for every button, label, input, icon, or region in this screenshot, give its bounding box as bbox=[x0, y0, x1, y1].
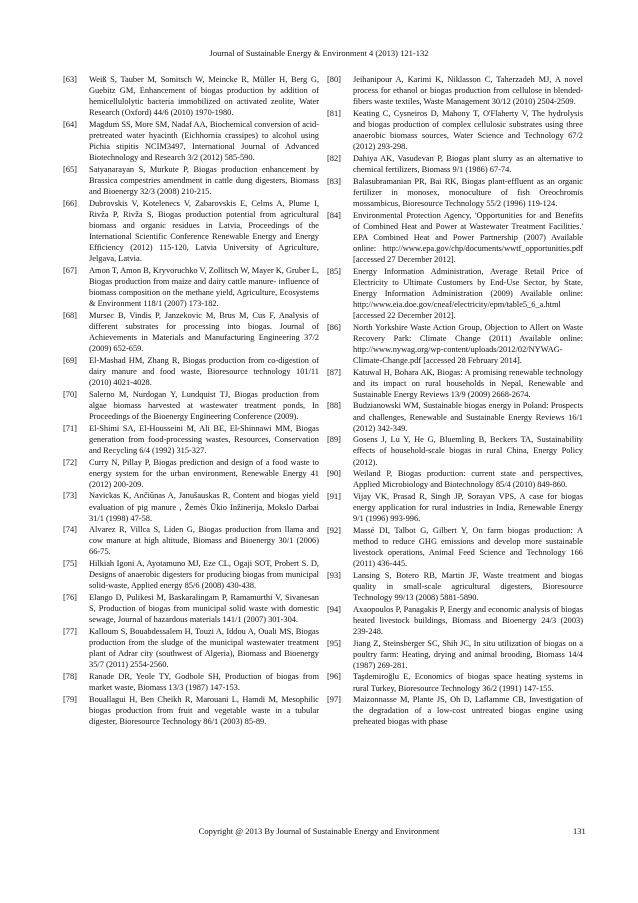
reference-text: Satyanarayan S, Murkute P, Biogas production enhancement by Brassica compestries amendment in cattle dung digesters, Biomass and Bioenergy 32/3 (2008) 210-215. bbox=[89, 164, 319, 197]
reference-item bbox=[63, 119, 319, 163]
reference-text: Navickas K, Ančiūnas A, Janušauskas R, Content and biogas yield evaluation of pig manure , Žemės Ūkio Inžinerija, Mokslo Darbai 31/1 (1998) 47-58. bbox=[89, 491, 319, 523]
reference-item bbox=[63, 265, 319, 309]
reference-number: [72] bbox=[63, 457, 77, 467]
reference-item bbox=[327, 400, 583, 433]
reference-item bbox=[327, 108, 583, 152]
reference-number: [63] bbox=[63, 75, 77, 84]
reference-item bbox=[327, 671, 583, 693]
reference-number: [92] bbox=[327, 525, 341, 535]
reference-item bbox=[327, 570, 583, 603]
reference-text: Lansing S, Botero RB, Martin JF, Waste treatment and biogas quality in small-scale agricultural digesters, Bioresource Technology 99/13 (2008) 5881-5890. bbox=[353, 570, 583, 603]
reference-item bbox=[327, 74, 583, 107]
reference-text: Jeihanipour A, Karimi K, Niklasson C, Taherzadeh MJ, A novel process for ethanol or biogas production from cellulose in blended-fibers waste textiles, Waste Management 30/12 (2010) 2504-2509. bbox=[353, 75, 583, 107]
reference-number: [89] bbox=[327, 435, 341, 445]
reference-number: [96] bbox=[327, 672, 341, 682]
reference-number: [84] bbox=[327, 210, 341, 220]
reference-number: [71] bbox=[63, 423, 77, 433]
reference-number: [77] bbox=[63, 626, 77, 636]
reference-text: Axaopoulos P, Panagakis P, Energy and economic analysis of biogas heated livestock buildings, Biomass and Bioenergy 24/3 (2003) 239-248. bbox=[353, 604, 583, 636]
reference-item bbox=[327, 210, 583, 265]
reference-item bbox=[327, 638, 583, 671]
reference-text: Weiß S, Tauber M, Somitsch W, Meincke R, Müller H, Berg G, Guebitz GM, Enhancement of biogas production by addition of hemicellulolytic bacteria immobilized on activated zeolite, Water Research (Oxford) 44/6 (2010) 1970-1980. bbox=[89, 75, 319, 118]
reference-item bbox=[63, 558, 319, 591]
reference-item bbox=[327, 367, 583, 400]
reference-number: [82] bbox=[327, 153, 341, 163]
page-number: 131 bbox=[573, 826, 586, 836]
reference-number: [64] bbox=[63, 119, 77, 129]
reference-item bbox=[63, 457, 319, 490]
reference-item bbox=[327, 266, 583, 321]
reference-text: Dahiya AK, Vasudevan P, Biogas plant slurry as an alternative to chemical fertilizers, Biomass 9/1 (1986) 67-74. bbox=[353, 153, 583, 174]
reference-number: [94] bbox=[327, 604, 341, 614]
reference-item bbox=[63, 164, 319, 197]
reference-number: [75] bbox=[63, 559, 77, 569]
reference-number: [66] bbox=[63, 198, 77, 208]
reference-number: [83] bbox=[327, 176, 341, 186]
reference-number: [79] bbox=[63, 694, 77, 704]
reference-text: Environmental Protection Agency, 'Opportunities for and Benefits of Combined Heat and Power at Wastewater Treatment Facilities.' EPA Combined Heat and Power Partnership (2007) Available online: http://www.epa.gov/chp/documents/wwtf_opportunities.pdf [accessed 27 December 2012]. bbox=[353, 210, 583, 264]
reference-text: Keating C, Cysneiros D, Mahony T, O'Flaherty V, The hydrolysis and biogas production of complex cellulosic substrates using three anaerobic biomass sources, Water Science and Technology 67/2 (2012) 293-298. bbox=[353, 108, 583, 152]
reference-text: Jiang Z, Steinsberger SC, Shih JC, In situ utilization of biogas on a poultry farm: Heating, drying and animal brooding, Biomass 14/4 (1987) 269-281. bbox=[353, 638, 583, 670]
reference-item bbox=[63, 490, 319, 523]
reference-text: Kalloum S, Bouabdessalem H, Touzi A, Iddou A, Ouali MS, Biogas production from the sludge of the municipal wastewater treatment plant of Adrar city (southwest of Algeria), Biomass and Bioenergy 35/7 (2011) 2554-2560. bbox=[89, 626, 319, 670]
reference-text: Salerno M, Nurdogan Y, Lundquist TJ, Biogas production from algae biomass harvested at wastewater treatment ponds, In Proceedings of the Bioenergy Engineering Conference (2009). bbox=[89, 389, 319, 421]
reference-text: Energy Information Administration, Average Retail Price of Electricity to Ultimate Customers by End-Use Sector, by State, Energy Information Administration (2009) Available online: http://www.eia.doe.gov/cneaf/electricity/epm/table5_6_a.html [accessed 22 December 2012]. bbox=[353, 266, 583, 320]
reference-item bbox=[63, 524, 319, 557]
reference-text: Vijay VK, Prasad R, Singh JP, Sorayan VPS, A case for biogas energy application for rural industries in India, Renewable Energy 9/1 (1996) 993-996. bbox=[353, 492, 583, 524]
reference-text: Budzianowski WM, Sustainable biogas energy in Poland: Prospects and challenges, Renewable and Sustainable Energy Reviews 16/1 (2012) 342-349. bbox=[353, 401, 583, 433]
reference-number: [78] bbox=[63, 671, 77, 681]
reference-number: [69] bbox=[63, 355, 77, 365]
reference-text: Maizonnasse M, Plante JS, Oh D, Laflamme CB, Investigation of the degradation of a low-cost untreated biogas engine using preheated biogas with phase bbox=[353, 695, 583, 727]
reference-item bbox=[327, 176, 583, 209]
running-header: Journal of Sustainable Energy & Environment 4 (2013) 121-132 bbox=[209, 48, 429, 58]
reference-number: [81] bbox=[327, 108, 341, 118]
reference-number: [97] bbox=[327, 695, 341, 705]
reference-item bbox=[63, 671, 319, 693]
reference-text: Alvarez R, Villca S, Liden G, Biogas production from llama and cow manure at high altitude, Biomass and Bioenergy 30/1 (2006) 66-75. bbox=[89, 525, 319, 557]
reference-text: Dubrovskis V, Kotelenecs V, Zabarovskis E, Celms A, Plume I, Rivža P, Rivža S, Biogas production potential from agricultural biomass and organic residues in Latvia, Proceedings of the International Scientific Conference Renewable Energy and Energy Efficiency (2012) 115-120, Latvia University of Agriculture, Jelgava, Latvia. bbox=[89, 198, 319, 264]
reference-number: [88] bbox=[327, 401, 341, 411]
reference-text: Magdum SS, More SM, Nadaf AA, Biochemical conversion of acid-pretreated water hyacinth (Eichhornia crassipes) to alcohol using Pichia stipitis NCIM3497, International Journal of Advanced Biotechnology and Research 3/2 (2012) 585-590. bbox=[89, 119, 319, 163]
reference-number: [65] bbox=[63, 164, 77, 174]
reference-number: [67] bbox=[63, 265, 77, 275]
reference-text: Bouallagui H, Ben Cheikh R, Marouani L, Hamdi M, Mesophilic biogas production from fruit and vegetable waste in a tubular digester, Bioresource Technology 86/1 (2003) 85-89. bbox=[89, 694, 319, 726]
reference-number: [80] bbox=[327, 75, 341, 84]
reference-item bbox=[327, 694, 583, 727]
reference-text: Gosens J, Lu Y, He G, Bluemling B, Beckers TA, Sustainability effects of household-scale biogas in rural China, Energy Policy (2012). bbox=[353, 435, 583, 467]
reference-number: [73] bbox=[63, 491, 77, 501]
reference-text: Amon T, Amon B, Kryvoruchko V, Zollitsch W, Mayer K, Gruber L, Biogas production from maize and dairy cattle manure- influence of biomass composition on the methane yield, Agriculture, Ecosystems & Environment 118/1 (2007) 173-182. bbox=[89, 265, 319, 309]
reference-text: Weiland P, Biogas production: current state and perspectives, Applied Microbiology and Biotechnology 85/4 (2010) 849-860. bbox=[353, 469, 583, 490]
reference-number: [85] bbox=[327, 266, 341, 276]
copyright-notice: Copyright @ 2013 By Journal of Sustainable Energy and Environment bbox=[198, 826, 440, 836]
reference-text: Ranade DR, Yeole TY, Godbole SH, Production of biogas from market waste, Biomass 13/3 (1987) 147-153. bbox=[89, 671, 319, 692]
reference-text: El-Shimi SA, El-Housseini M, Ali BE, El-Shinnawi MM, Biogas generation from food-processing wastes, Resources, Conservation and Recycling 6/4 (1992) 315-327. bbox=[89, 423, 319, 455]
reference-text: Katuwal H, Bohara AK, Biogas: A promising renewable technology and its impact on rural households in Nepal, Renewable and Sustainable Energy Reviews 13/9 (2009) 2668-2674. bbox=[353, 367, 583, 399]
reference-text: Mursec B, Vindis P, Janzekovic M, Brus M, Cus F, Analysis of different substrates for processing into biogas. Journal of Achievements in Materials and Manufacturing Engineering 37/2 (2009) 652-659. bbox=[89, 310, 319, 354]
reference-text: Hilkiah Igoni A, Ayotamuno MJ, Eze CL, Ogaji SOT, Probert S. D, Designs of anaerobic digesters for producing biogas from municipal solid-waste, Applied energy 85/6 (2008) 430-438. bbox=[89, 559, 319, 591]
reference-text: Curry N, Pillay P, Biogas prediction and design of a food waste to energy system for the urban environment, Renewable Energy 41 (2012) 200-209. bbox=[89, 457, 319, 489]
reference-item bbox=[63, 310, 319, 354]
references-right-column bbox=[327, 74, 583, 728]
reference-number: [68] bbox=[63, 310, 77, 320]
reference-number: [74] bbox=[63, 525, 77, 535]
reference-item bbox=[327, 153, 583, 175]
reference-item bbox=[327, 322, 583, 366]
reference-item bbox=[63, 592, 319, 625]
reference-item bbox=[327, 604, 583, 637]
reference-item bbox=[63, 355, 319, 388]
reference-item bbox=[63, 626, 319, 670]
reference-item bbox=[63, 389, 319, 422]
reference-text: El-Mashad HM, Zhang R, Biogas production from co-digestion of dairy manure and food waste, Bioresource technology 101/11 (2010) 4021-4028. bbox=[89, 355, 319, 388]
reference-item bbox=[327, 491, 583, 524]
reference-number: [90] bbox=[327, 469, 341, 479]
reference-item bbox=[63, 198, 319, 265]
reference-number: [87] bbox=[327, 367, 341, 377]
reference-item bbox=[63, 694, 319, 727]
reference-item bbox=[327, 468, 583, 490]
reference-item bbox=[63, 423, 319, 456]
reference-number: [86] bbox=[327, 322, 341, 332]
reference-number: [70] bbox=[63, 389, 77, 399]
reference-text: North Yorkshire Waste Action Group, Objection to Allert on Waste Recovery Park: Climate Change (2011) Available online: http://www.nywag.org/wp-content/uploads/2012/02/NYWAG-Climate-Change.pdf [accessed 28 February 2014]. bbox=[353, 322, 583, 365]
reference-text: Elango D, Pulikesi M, Baskaralingam P, Ramamurthi V, Sivanesan S, Production of biogas from municipal solid waste with domestic sewage, Journal of hazardous materials 141/1 (2007) 301-304. bbox=[89, 593, 319, 625]
references-left-column bbox=[63, 74, 319, 728]
reference-number: [93] bbox=[327, 570, 341, 580]
reference-text: Massé DI, Talbot G, Gilbert Y, On farm biogas production: A method to reduce GHG emissions and develop more sustainable livestock operations, Animal Feed Science and Technology 166 (2011) 436-445. bbox=[353, 525, 583, 569]
reference-item bbox=[327, 525, 583, 569]
reference-number: [91] bbox=[327, 492, 341, 501]
reference-item bbox=[327, 434, 583, 467]
reference-number: [95] bbox=[327, 638, 341, 648]
reference-text: Taşdemiroğlu E, Economics of biogas space heating systems in rural Turkey, Bioresource Technology 36/2 (1991) 147-155. bbox=[353, 672, 583, 693]
reference-number: [76] bbox=[63, 593, 77, 603]
reference-item bbox=[63, 74, 319, 118]
reference-text: Balasubramanian PR, Bai RK, Biogas plant-effluent as an organic fertilizer in monosex, monoculture of fish Oreochromis mossambicus, Bioresource Technology 55/2 (1996) 119-124. bbox=[353, 176, 583, 208]
